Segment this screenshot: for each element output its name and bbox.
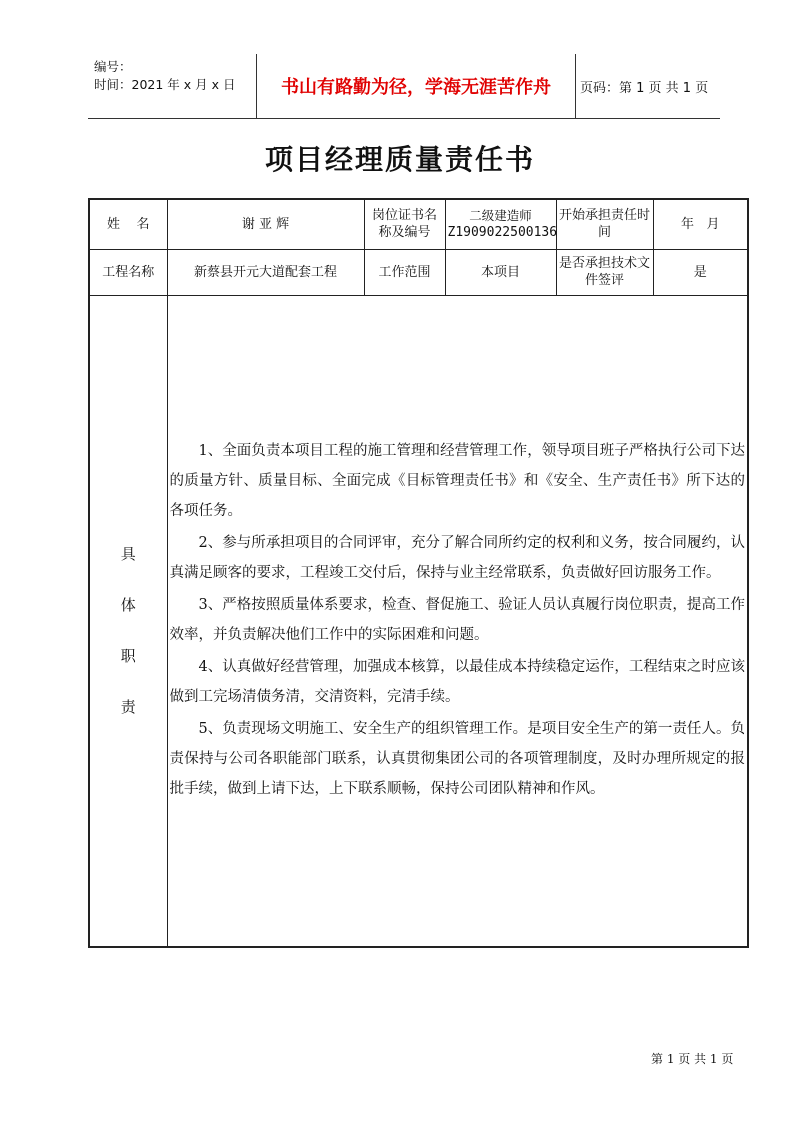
cert-value <box>445 199 556 249</box>
date-label: 时间：2021 年 x 月 x 日 <box>94 77 236 92</box>
duty-paragraph: 3、严格按照质量体系要求，检查、督促施工、验证人员认真履行岗位职责，提高工作效率，并负责解决他们工作中的实际困难和问题。 <box>169 596 745 643</box>
responsibility-table <box>88 198 749 948</box>
project-label: 工程名称 <box>89 249 167 295</box>
scope-label: 工作范围 <box>364 249 445 295</box>
page-footer: 第 1 页 共 1 页 <box>651 1052 734 1066</box>
table-row-project <box>89 249 748 295</box>
tech-value: 是 <box>653 249 748 295</box>
page-title: 项目经理质量责任书 <box>264 143 535 176</box>
cert-title: 二级建造师 <box>469 208 532 224</box>
cert-number: Z1909022500136 <box>447 225 558 241</box>
name-value: 谢 亚 辉 <box>167 199 364 249</box>
duties-label-char: 体 <box>120 595 136 614</box>
number-label: 编号： <box>94 59 132 74</box>
duties-label-char: 责 <box>120 697 136 716</box>
duties-label-char: 具 <box>120 544 136 563</box>
scope-value: 本项目 <box>445 249 556 295</box>
duty-paragraph: 2、参与所承担项目的合同评审，充分了解合同所约定的权利和义务，按合同履约，认真满足顾客的要求，工程竣工交付后，保持与业主经常联系，负责做好回访服务工作。 <box>169 534 745 581</box>
header-motto: 书山有路勤为径，学海无涯苦作舟 <box>256 54 576 118</box>
header-page-label: 页码：第 1 页 共 1 页 <box>580 80 709 96</box>
tech-label: 是否承担技术文件签评 <box>556 249 653 295</box>
duties-label <box>89 295 167 947</box>
start-value: 年 月 <box>653 199 748 249</box>
start-label: 开始承担责任时间 <box>556 199 653 249</box>
name-label: 姓 名 <box>89 199 167 249</box>
duty-paragraph: 1、全面负责本项目工程的施工管理和经营管理工作，领导项目班子严格执行公司下达的质量方针、质量目标、全面完成《目标管理责任书》和《安全、生产责任书》所下达的各项任务。 <box>169 442 745 519</box>
header-meta <box>94 58 235 94</box>
duties-label-char: 职 <box>120 646 136 665</box>
duties-content <box>167 295 748 947</box>
cert-label: 岗位证书名称及编号 <box>364 199 445 249</box>
table-row-duties <box>89 295 748 947</box>
project-value: 新蔡县开元大道配套工程 <box>167 249 364 295</box>
table-row-person <box>89 199 748 249</box>
duty-paragraph: 4、认真做好经营管理，加强成本核算，以最佳成本持续稳定运作，工程结束之时应该做到工完场清债务清，交清资料，完清手续。 <box>169 658 745 705</box>
page-header <box>88 54 720 119</box>
duty-paragraph: 5、负责现场文明施工、安全生产的组织管理工作。是项目安全生产的第一责任人。负责保持与公司各职能部门联系，认真贯彻集团公司的各项管理制度，及时办理所规定的报批手续，做到上请下达，上下联系顺畅，保持公司团队精神和作风。 <box>169 720 745 797</box>
